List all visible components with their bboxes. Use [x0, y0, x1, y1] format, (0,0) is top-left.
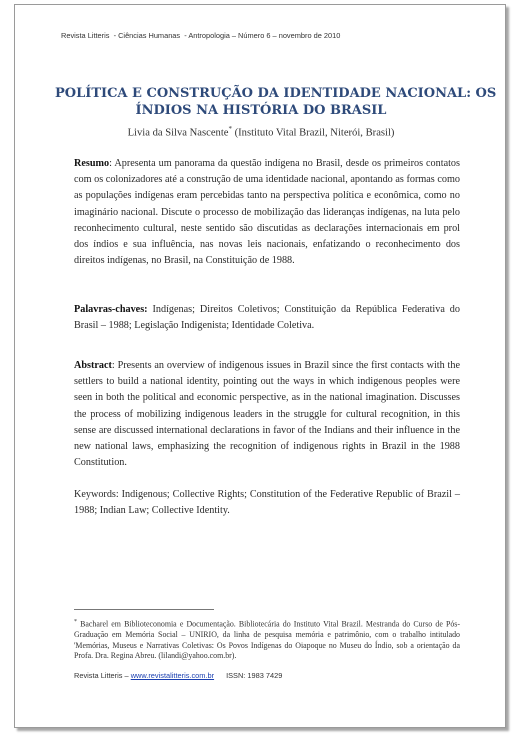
footer-journal: Revista Litteris – — [74, 671, 131, 680]
abstract-label: Abstract — [74, 360, 112, 371]
footnote-marker: * — [74, 619, 77, 625]
resumo-label: Resumo — [74, 158, 110, 169]
footnote-divider — [74, 609, 214, 610]
resumo-paragraph — [74, 156, 460, 269]
palavras-chaves-text: Indígenas; Direitos Coletivos; Constituição da República Federativa do Brasil – 1988; Legislação Indigenista; Identidade Coletiva. — [74, 304, 460, 332]
title-line-1: POLÍTICA E CONSTRUÇÃO DA IDENTIDADE NACIONAL: OS — [55, 86, 497, 101]
abstract-paragraph — [74, 358, 460, 471]
footnote-text: Bacharel em Biblioteconomia e Documentação. Bibliotecária do Instituto Vital Brazil. Mestranda do Curso de Pós-Graduação em Memória Social – UNIRIO, da linha de pesquisa memória e patrimônio, com o trabalho intitulado 'Memórias, Museus e Narrativas Coletivas: Os Povos Indígenas do Oiapoque no Museu do Índio, sob a orientação da Profa. Dra. Regina Abreu. (lilandi@yahoo.com.br). — [74, 619, 460, 661]
author-name: Livia da Silva Nascente — [127, 127, 229, 139]
resumo-text: : Apresenta um panorama da questão indígena no Brasil, desde os primeiros contatos com os colonizadores até a construção de uma identidade nacional, apontando as formas como as populações indígenas eram percebidas tanto na perspectiva política e econômica, como no imaginário nacional. Discute o processo de mobilização das lideranças indígenas, na luta pelo reconhecimento cultural, neste sentido são discutidas as declarações internacionais em prol dos índios e sua influência, nas novas leis nacionais, enfatizando o reconhecimento dos direitos indígenas, no Brasil, na Constituição de 1988. — [74, 158, 460, 267]
document-page — [14, 4, 506, 728]
abstract-text: : Presents an overview of indigenous issues in Brazil since the first contacts with the settlers to build a national identity, pointing out the ways in which indigenous peoples were seen in both the political and economic perspective, as in the national imagination. Discusses the process of mobilizing indigenous leaders in the struggle for cultural recognition, in this sense are discussed international declarations in favor of the Indians and their influence in the new national laws, emphasizing the recognition of indigenous rights in Brazil in the 1988 Constitution. — [74, 360, 460, 469]
footer-website-link[interactable]: www.revistalitteris.com.br — [130, 671, 215, 680]
page-footer — [74, 671, 282, 680]
footer-issn: ISSN: 1983 7429 — [226, 671, 283, 680]
keywords-paragraph: Keywords: Indigenous; Collective Rights; Constitution of the Federative Republic of Brazil – 1988; Indian Law; Collective Identity. — [74, 489, 460, 517]
footnote — [74, 617, 460, 662]
author-affiliation: (Instituto Vital Brazil, Niterói, Brasil) — [231, 127, 395, 139]
author-line — [55, 125, 467, 139]
palavras-chaves-paragraph — [74, 302, 460, 334]
running-header: Revista Litteris - Ciências Humanas - Antropologia – Número 6 – novembro de 2010 — [61, 31, 341, 40]
title-line-2: ÍNDIOS NA HISTÓRIA DO BRASIL — [135, 103, 387, 118]
author-footnote-marker[interactable]: * — [228, 125, 232, 133]
article-title — [55, 85, 497, 119]
palavras-chaves-label: Palavras-chaves: — [74, 304, 148, 315]
